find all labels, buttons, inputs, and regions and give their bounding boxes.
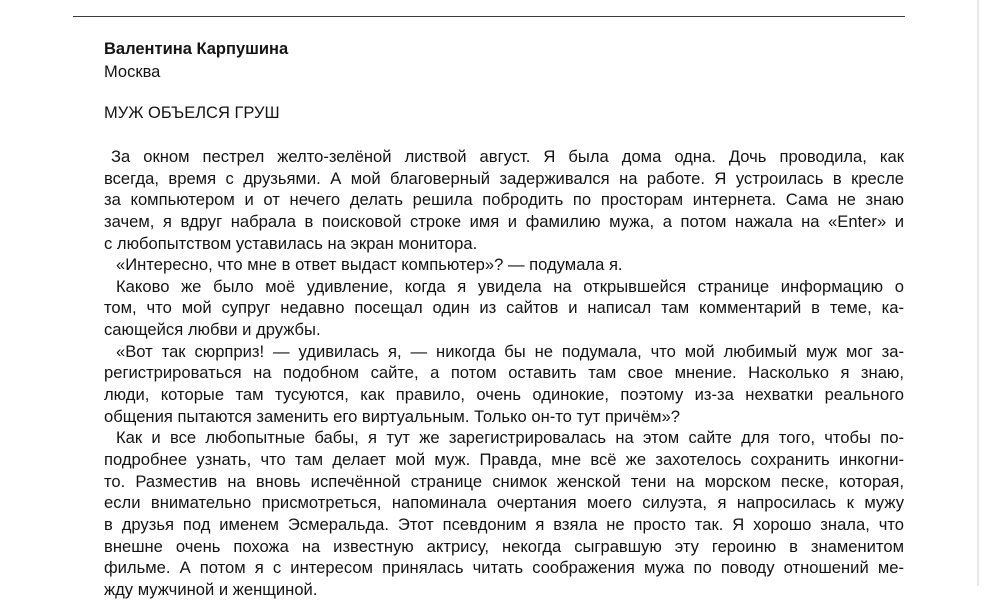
text-line: сающейся любви и дружбы. [104, 320, 321, 340]
text-line: жду мужчиной и женщиной. [104, 579, 318, 599]
text-line: «Вот так сюрприз! — удивилась я, — никогда бы не подумала, что мой любимый муж мог за- [116, 341, 904, 361]
story-title: МУЖ ОБЪЕЛСЯ ГРУШ [104, 104, 280, 122]
text-line: зачем, я вдруг набрала в поисковой строке имя и фамилию мужа, а потом нажала на «Enter» и [104, 211, 904, 231]
text-line: Каково же было моё удивление, когда я увидела на открывшейся странице информацию о [116, 276, 904, 296]
text-line: если внимательно присмотреться, напоминала очертания моего силуэта, я напросилась к мужу [104, 493, 904, 513]
text-line: За окном пестрел желто-зелёной листвой август. Я была дома одна. Дочь проводила, как [111, 147, 904, 166]
text-line: Как и все любопытные бабы, я тут же зарегистрировалась на этом сайте для того, чтобы по- [116, 428, 904, 448]
page-edge [977, 0, 979, 586]
text-line: всегда, время с друзьями. А мой благоверный задерживался на работе. Я устроилась в кресле [104, 168, 904, 188]
text-line: «Интересно, что мне в ответ выдаст компьютер»? — подумала я. [116, 255, 623, 275]
author-city: Москва [104, 63, 161, 81]
text-line: то. Разместив на вновь испечённой странице снимок женской тени на морском песке, которая, [104, 471, 904, 491]
text-line: внешне очень похожа на известную актрису, некогда сыгравшую эту героиню в знаменитом [104, 536, 904, 556]
text-line: в друзья под именем Эсмеральда. Этот псевдоним я взяла не просто так. Я хорошо знала, что [104, 514, 904, 534]
text-line: за компьютером и от нечего делать решила побродить по просторам интернета. Сама не знаю [104, 190, 904, 210]
text-line: фильме. А потом я с интересом принялась читать соображения мужа по поводу отношений ме- [104, 558, 904, 578]
author-name: Валентина Карпушина [104, 40, 289, 58]
text-line: регистрироваться на подобном сайте, а потом оставить там свое мнение. Насколько я знаю, [104, 363, 904, 383]
text-line: подробнее узнать, что там делает мой муж. Правда, мне всё же захотелось сохранить инкогни- [104, 449, 904, 469]
text-line: с любопытством уставилась на экран монитора. [104, 233, 478, 253]
text-line: общения пытаются заменить его виртуальным. Только он-то тут причём»? [104, 406, 681, 426]
story-body [104, 146, 904, 600]
page-top-rule [73, 16, 905, 17]
text-line: том, что мой супруг недавно посещал один из сайтов и написал там комментарий в теме, ка- [104, 298, 904, 318]
text-line: люди, которые там тусуются, как правило, очень одинокие, поэтому из-за нехватки реального [104, 385, 904, 405]
